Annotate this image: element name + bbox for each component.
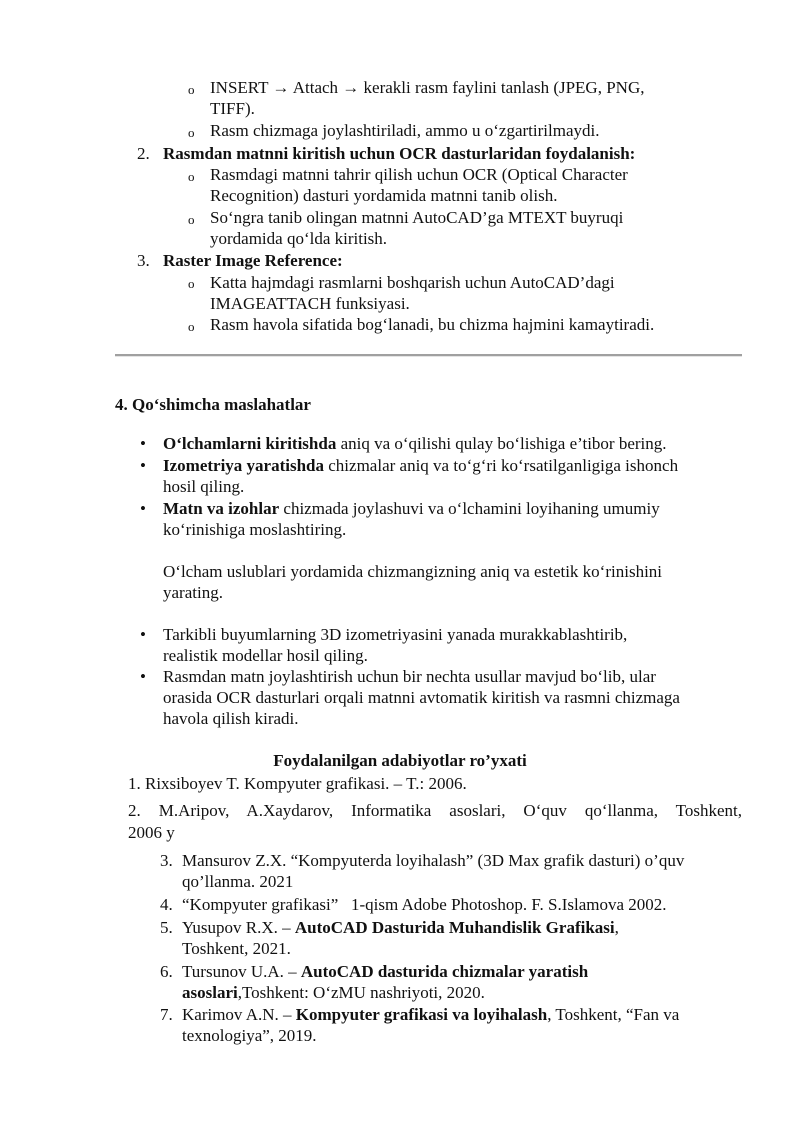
text-line: yordamida qo‘lda kiritish. [210,229,388,248]
list-heading: Rasmdan matnni kiritish uchun OCR dasturlaridan foydalanish: [163,144,636,163]
paragraph-line: O‘lcham uslublari yordamida chizmangizning aniq va estetik ko‘rinishini [163,562,663,581]
bullet-line: realistik modellar hosil qiling. [163,646,368,665]
bullet: • [140,667,146,686]
sub-bullet: o [188,319,195,334]
reference-item: asoslari,Toshkent: O‘zMU nashriyoti, 2020. [182,983,485,1002]
sub-bullet: o [188,125,195,140]
bullet-line: Rasmdan matn joylashtirish uchun bir nechta usullar mavjud bo‘lib, ular [163,667,656,686]
bullet: • [140,456,146,475]
bullet-line: hosil qiling. [163,477,245,496]
section-heading: 4. Qo‘shimcha maslahatlar [115,395,311,414]
reference-item: Mansurov Z.X. “Kompyuterda loyihalash” (3D Max grafik dasturi) o’quv [182,851,685,870]
list-number: 5. [160,918,173,937]
reference-item: Yusupov R.X. – AutoCAD Dasturida Muhandislik Grafikasi, [182,918,619,937]
reference-item: 2006 y [128,823,175,842]
sub-bullet: o [188,82,195,97]
bullet-line: O‘lchamlarni kiritishda aniq va o‘qilishi qulay bo‘lishiga e’tibor bering. [163,434,667,453]
bullet: • [140,434,146,453]
reference-item: 2. M.Aripov, A.Xaydarov, Informatika asoslari, O‘quv qo‘llanma, Toshkent, [128,801,742,820]
sub-bullet: o [188,169,195,184]
reference-item: qo’llanma. 2021 [182,872,294,891]
bullet-line: havola qilish kiradi. [163,709,299,728]
references-title: Foydalanilgan adabiyotlar ro’yxati [273,751,527,770]
reference-item: Toshkent, 2021. [182,939,291,958]
sub-bullet: o [188,276,195,291]
text-line: IMAGEATTACH funksiyasi. [210,294,410,313]
bullet: • [140,499,146,518]
paragraph-line: yarating. [163,583,223,602]
bullet-line: Matn va izohlar chizmada joylashuvi va o‘lchamini loyihaning umumiy [163,499,660,518]
text-line: TIFF). [210,99,255,118]
bullet-line: ko‘rinishiga moslashtiring. [163,520,347,539]
list-number: 2. [137,144,150,163]
reference-item: Karimov A.N. – Kompyuter grafikasi va loyihalash, Toshkent, “Fan va [182,1005,680,1024]
horizontal-rule [115,354,742,357]
list-number: 3. [160,851,173,870]
bullet-line: Tarkibli buyumlarning 3D izometriyasini yanada murakkablashtirib, [163,625,628,644]
list-heading: Raster Image Reference: [163,251,343,270]
reference-item: Tursunov U.A. – AutoCAD dasturida chizmalar yaratish [182,962,589,981]
bullet: • [140,625,146,644]
reference-item: “Kompyuter grafikasi” 1-qism Adobe Photoshop. F. S.Islamova 2002. [182,895,667,914]
bullet-line: Izometriya yaratishda chizmalar aniq va to‘g‘ri ko‘rsatilganligiga ishonch [163,456,679,475]
list-number: 4. [160,895,173,914]
text-line: Rasm havola sifatida bog‘lanadi, bu chizma hajmini kamaytiradi. [210,315,655,334]
bullet-line: orasida OCR dasturlari orqali matnni avtomatik kiritish va rasmni chizmaga [163,688,680,707]
list-number: 7. [160,1005,173,1024]
reference-item: texnologiya”, 2019. [182,1026,317,1045]
list-number: 6. [160,962,173,981]
text-line: Katta hajmdagi rasmlarni boshqarish uchun AutoCAD’dagi [210,273,615,292]
text-line: So‘ngra tanib olingan matnni AutoCAD’ga MTEXT buyruqi [210,208,624,227]
text-line: Rasm chizmaga joylashtiriladi, ammo u o‘zgartirilmaydi. [210,121,600,140]
text-line: Rasmdagi matnni tahrir qilish uchun OCR (Optical Character [210,165,628,184]
text-line: INSERT → Attach → kerakli rasm faylini tanlash (JPEG, PNG, [210,78,645,97]
list-number: 3. [137,251,150,270]
reference-item: 1. Rixsiboyev T. Kompyuter grafikasi. – T.: 2006. [128,774,467,793]
text-line: Recognition) dasturi yordamida matnni tanib olish. [210,186,558,205]
sub-bullet: o [188,212,195,227]
